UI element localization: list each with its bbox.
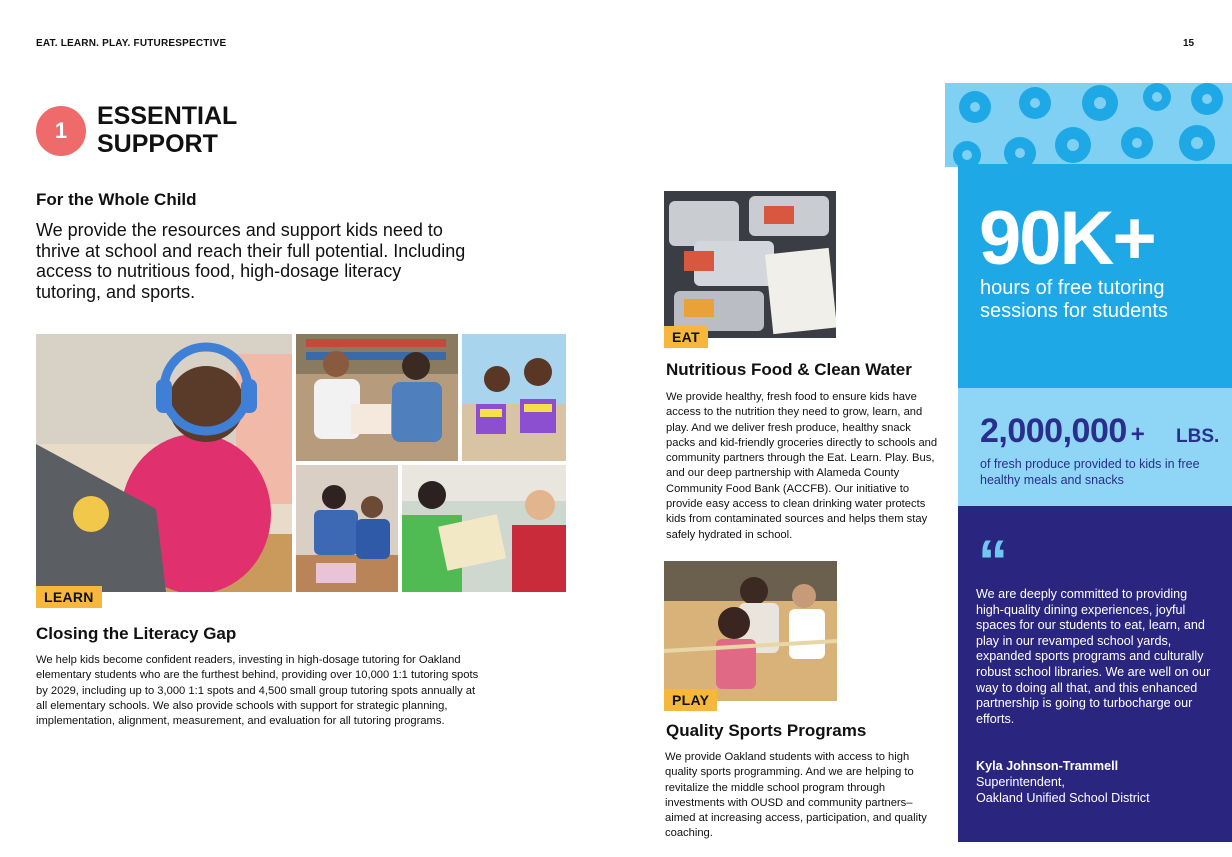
quote-text: We are deeply committed to providing high-quality dining experiences, joyful spaces for our students to eat, learn, and play in our revamped school yards, expanded sports programs and culturally robust school libraries. We are well on our way to doing all that, and this enhanced partnership is going to turbocharge our efforts. (976, 587, 1211, 726)
quote-author-role (976, 775, 1216, 806)
play-tag: PLAY (664, 689, 717, 711)
decorative-pattern-band (945, 83, 1232, 167)
play-heading: Quality Sports Programs (666, 721, 867, 740)
eat-heading: Nutritious Food & Clean Water (666, 360, 912, 379)
produce-stat-value (980, 412, 1144, 451)
learn-body: We help kids become confident readers, investing in high-dosage tutoring for Oakland elementary students who are the furthest behind, providing over 10,000 1:1 tutoring spots by 2029, including up to 3,000 1:1 spots and 4,500 small group tutoring spots annually at all elementary schools. We also provide schools with support for strategic planning, implementation, alignment, measurement, and evaluation for all tutoring programs. (36, 654, 479, 728)
photo-couple-reading (296, 334, 458, 461)
produce-stat-unit: LBS. (1176, 426, 1220, 447)
section-number-badge (36, 106, 86, 156)
photo-snack-packs (664, 191, 836, 338)
section-lead: We provide the resources and support kids need to thrive at school and reach their full potential. Including access to nutritious food, high-dosage literacy tutoring, and sports. (36, 220, 466, 302)
learn-heading: Closing the Literacy Gap (36, 624, 237, 643)
section-title-line2: SUPPORT (97, 130, 218, 158)
eat-tag: EAT (664, 326, 708, 348)
section-number: 1 (54, 118, 68, 143)
photo-kids-books (462, 334, 566, 461)
section-title (97, 102, 297, 158)
quote-author-org: Oakland Unified School District (976, 790, 1150, 805)
photo-reading-book (402, 465, 566, 592)
page-number: 15 (1183, 38, 1195, 49)
play-body: We provide Oakland students with access to high quality sports programming. And we are helping to revitalize the middle school program through investments with OUSD and community partners–aimed at increasing access, participation, and quality coaching. (665, 751, 927, 840)
section-subhead: For the Whole Child (36, 190, 197, 209)
eat-body: We provide healthy, fresh food to ensure kids have access to the nutrition they need to grow, learn, and play. And we deliver fresh produce, healthy snack packs and kid-friendly groceries directly to schools and community partners through the Eat. Learn. Play. Bus, and our deep partnership with Alameda County Community Food Bank (ACCFB). Our initiative to provide easy access to clean drinking water protects kids from contaminated sources and helps them stay safely hydrated in school. (666, 391, 938, 541)
quote-author-name: Kyla Johnson-Trammell (976, 759, 1119, 773)
quote-author-title: Superintendent, (976, 775, 1065, 789)
quote-mark-icon: “ (978, 528, 1008, 595)
photo-tutor-student (296, 465, 398, 592)
dot-pattern-icon (945, 83, 1232, 167)
produce-stat-number: 2,000,000 (980, 412, 1127, 450)
produce-stat-plus: + (1130, 421, 1145, 448)
section-title-line1: ESSENTIAL (97, 102, 238, 130)
photo-girl-laptop (36, 334, 292, 592)
tutoring-stat-label: hours of free tutoring sessions for students (980, 277, 1168, 322)
tutoring-stat-value: 90K+ (979, 196, 1155, 281)
learn-tag: LEARN (36, 586, 102, 608)
running-title: EAT. LEARN. PLAY. FUTURESPECTIVE (36, 38, 227, 49)
produce-stat-label: of fresh produce provided to kids in free healthy meals and snacks (980, 457, 1200, 487)
photo-tug-of-war (664, 561, 837, 701)
